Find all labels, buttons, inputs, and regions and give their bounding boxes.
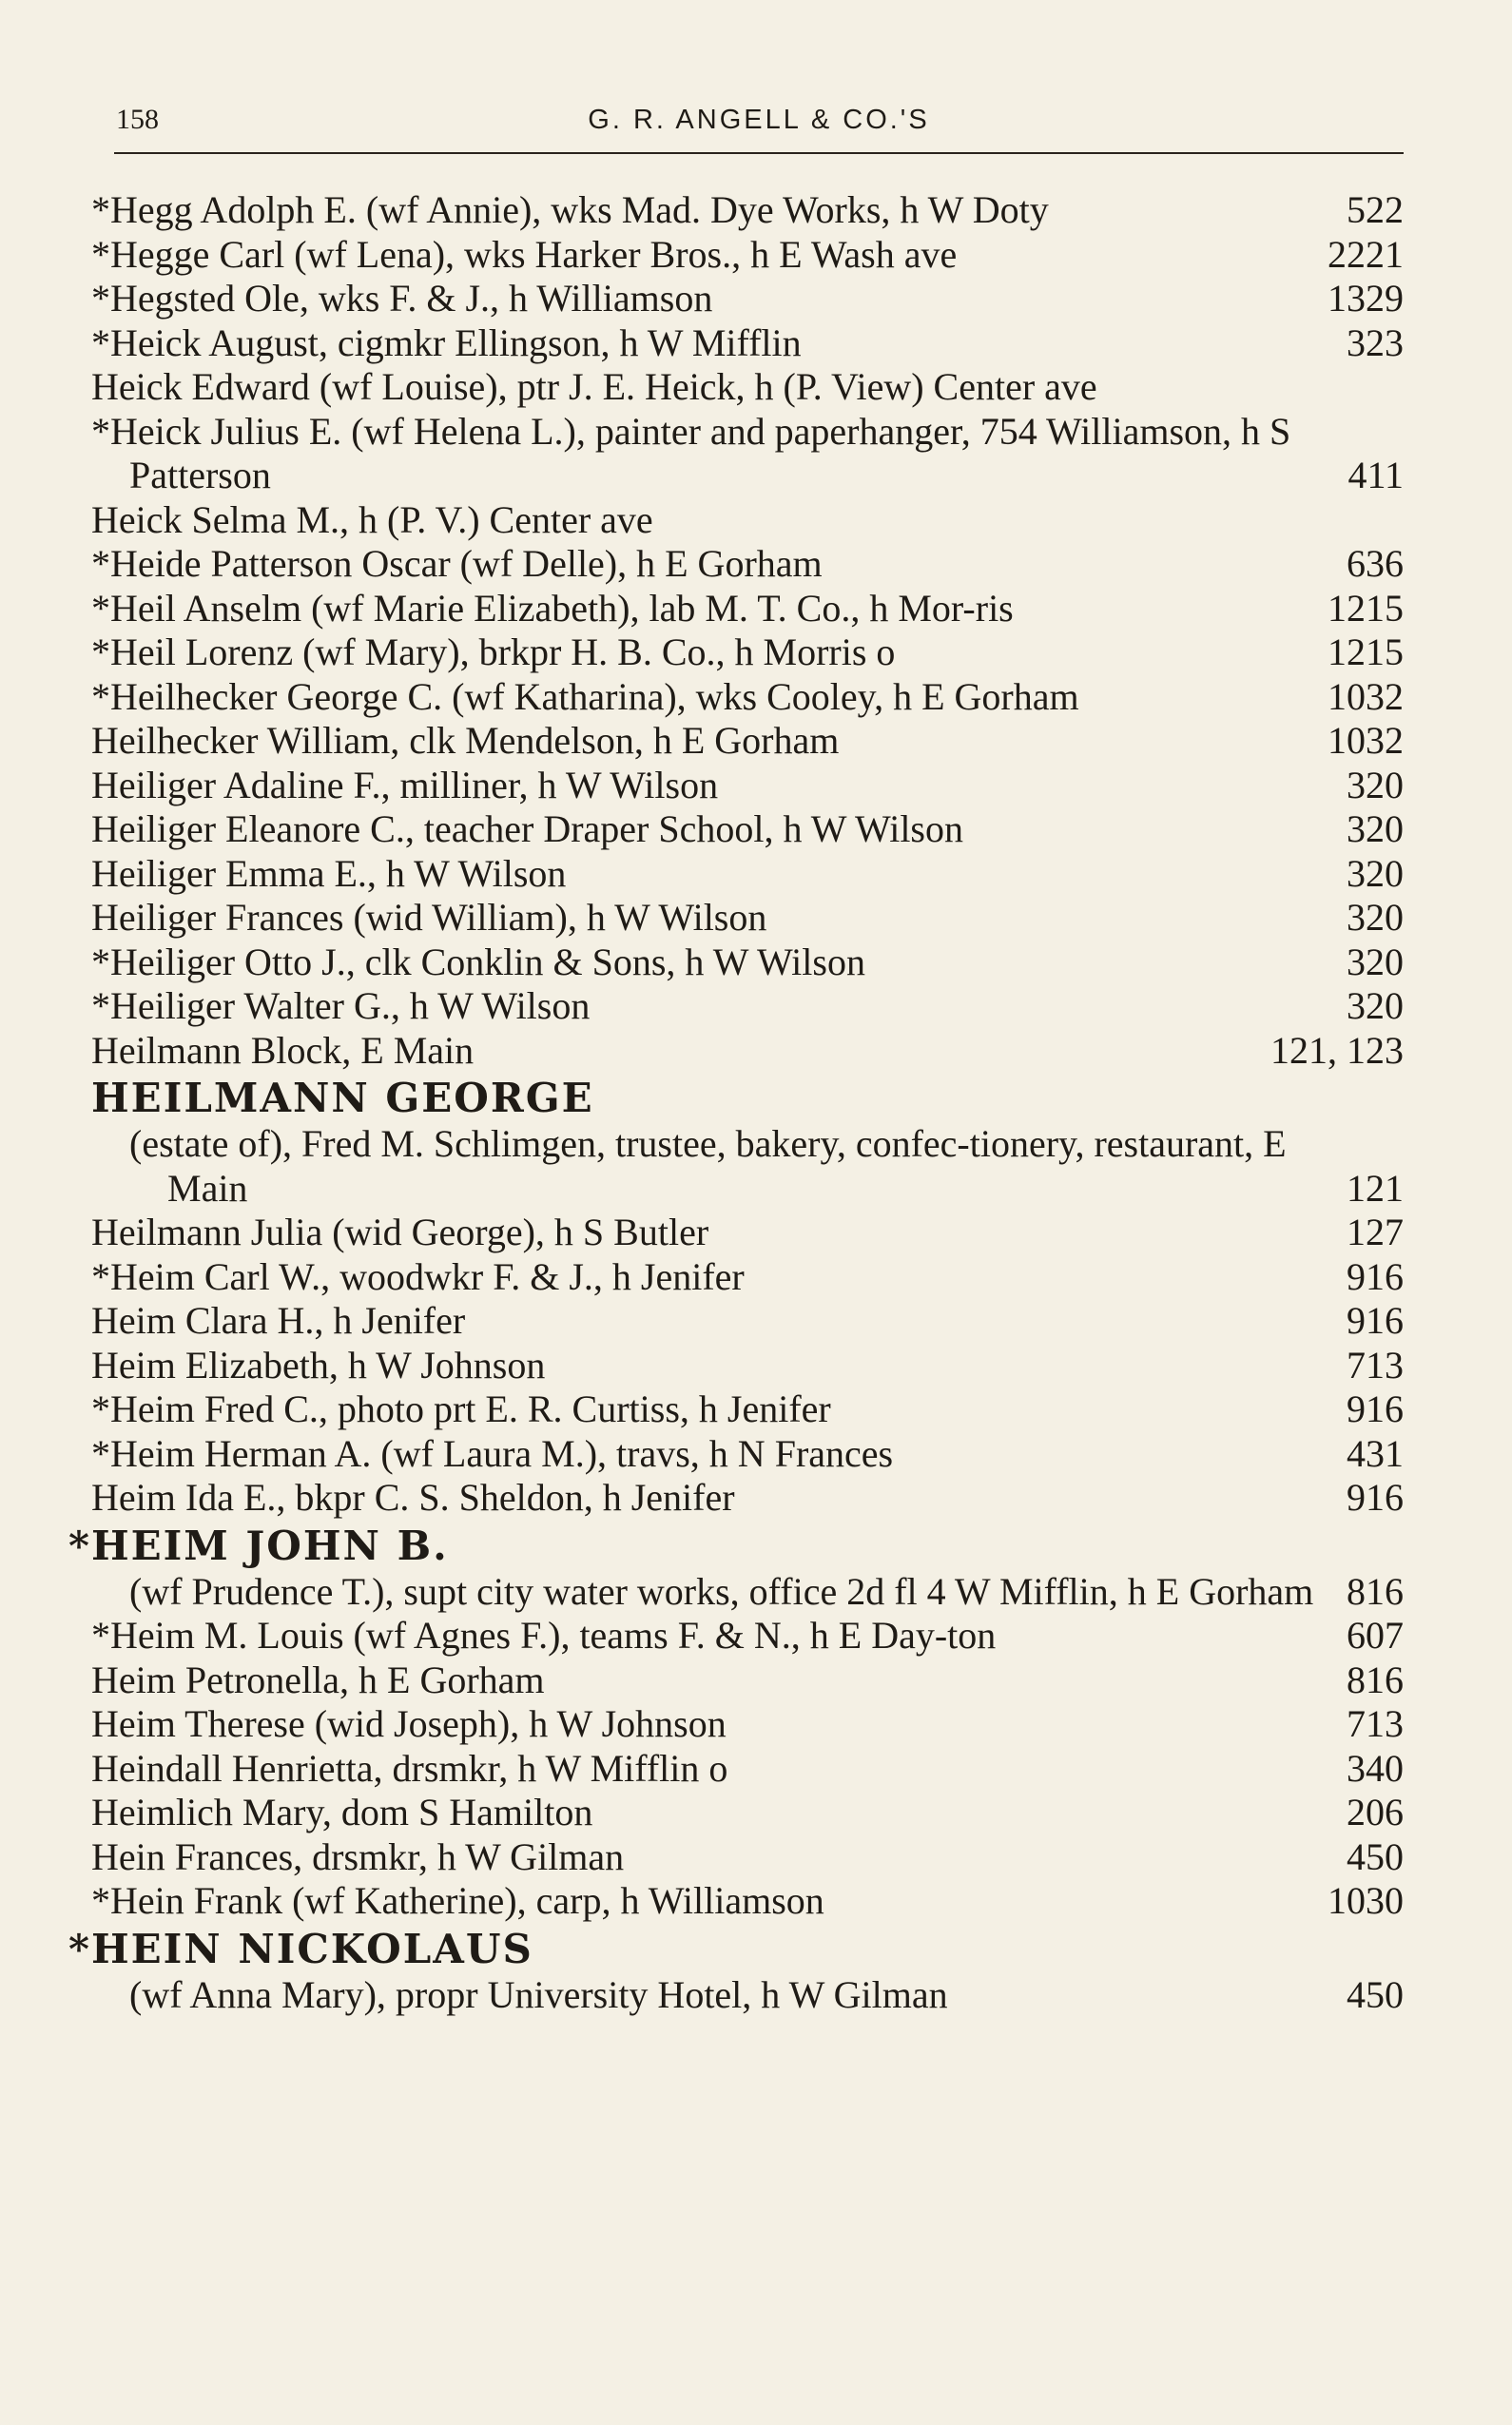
directory-entry xyxy=(76,1879,1404,1924)
directory-entry xyxy=(76,233,1404,278)
entry-number: 320 xyxy=(1347,896,1404,939)
entry-text: Heick Selma M., h (P. V.) Center ave xyxy=(91,497,653,541)
directory-entry xyxy=(91,807,1404,852)
directory-entry xyxy=(91,719,1404,764)
header-rule xyxy=(114,152,1404,154)
entry-text: *Hegg Adolph E. (wf Annie), wks Mad. Dye Works, h W Doty xyxy=(91,188,1049,231)
directory-entry xyxy=(76,941,1404,985)
entry-text: Heick Edward (wf Louise), ptr J. E. Heick, h (P. View) Center ave xyxy=(91,365,1097,408)
entry-text: *Heil Lorenz (wf Mary), brkpr H. B. Co., h Morris o xyxy=(91,630,896,673)
directory-entry xyxy=(91,1835,1404,1880)
entry-number: 1030 xyxy=(1328,1879,1404,1922)
entry-text: *Hegsted Ole, wks F. & J., h Williamson xyxy=(91,277,713,320)
entry-number: 1215 xyxy=(1328,586,1404,630)
entry-number: 206 xyxy=(1347,1791,1404,1833)
entry-number: 607 xyxy=(1347,1614,1404,1657)
entry-text: Heim Clara H., h Jenifer xyxy=(91,1299,466,1342)
entry-number: 916 xyxy=(1347,1387,1404,1430)
entry-heading: *HEIN NICKOLAUS xyxy=(68,1925,533,1972)
directory-entry xyxy=(76,1432,1404,1477)
entry-text: Heim Ida E., bkpr C. S. Sheldon, h Jenifer xyxy=(91,1476,735,1519)
directory-entry xyxy=(91,1029,1404,1074)
entry-heading: *HEIM JOHN B. xyxy=(68,1522,449,1569)
directory-entry xyxy=(91,1344,1404,1388)
entry-number: 431 xyxy=(1347,1431,1404,1475)
entry-number: 916 xyxy=(1347,1254,1404,1298)
directory-entry xyxy=(76,1255,1404,1300)
entry-text: Heilmann Julia (wid George), h S Butler xyxy=(91,1211,709,1253)
directory-entry xyxy=(76,188,1404,233)
directory-entry xyxy=(76,277,1404,321)
entry-text: (wf Prudence T.), supt city water works, office 2d fl 4 W Mifflin, h E Gorham xyxy=(129,1569,1314,1613)
entry-text: *Heim M. Louis (wf Agnes F.), teams F. & N., h E Day-ton xyxy=(91,1614,997,1657)
page-header xyxy=(116,101,1402,148)
directory-entry xyxy=(76,675,1404,720)
entry-number: 916 xyxy=(1347,1299,1404,1342)
entry-text: *Heide Patterson Oscar (wf Delle), h E Gorham xyxy=(91,542,823,585)
directory-entry xyxy=(91,1299,1404,1344)
entry-text: Heim Therese (wid Joseph), h W Johnson xyxy=(91,1702,727,1745)
directory-entry xyxy=(76,410,1404,498)
page-number: 158 xyxy=(116,104,159,135)
directory-entry xyxy=(91,764,1404,808)
entry-number: 916 xyxy=(1347,1476,1404,1519)
directory-entry xyxy=(91,1476,1404,1521)
directory-entry xyxy=(91,1702,1404,1747)
entry-text: *Hein Frank (wf Katherine), carp, h Williamson xyxy=(91,1879,824,1922)
entry-text: *Heick August, cigmkr Ellingson, h W Mifflin xyxy=(91,320,802,364)
directory-entry xyxy=(76,630,1404,675)
entry-number: 713 xyxy=(1347,1702,1404,1745)
entry-number: 1032 xyxy=(1328,719,1404,762)
entry-detail xyxy=(91,1570,1404,1615)
entry-number: 320 xyxy=(1347,807,1404,850)
directory-entry xyxy=(91,896,1404,941)
entry-text: Heilmann Block, E Main xyxy=(91,1028,475,1072)
directory-entry xyxy=(91,852,1404,897)
entry-number: 2221 xyxy=(1328,232,1404,276)
entry-number: 411 xyxy=(1347,454,1404,496)
entry-heading: HEILMANN GEORGE xyxy=(91,1075,594,1121)
entry-number: 1329 xyxy=(1328,277,1404,320)
running-head: G. R. ANGELL & CO.'S xyxy=(588,105,930,135)
entry-number: 121 xyxy=(1347,1166,1404,1210)
directory-entry xyxy=(76,1387,1404,1432)
directory-entry xyxy=(76,1614,1404,1659)
directory-entry xyxy=(76,587,1404,631)
entry-text: Heiliger Frances (wid William), h W Wilson xyxy=(91,896,767,939)
entry-text: *Hegge Carl (wf Lena), wks Harker Bros., h E Wash ave xyxy=(91,232,958,276)
entry-text: Heim Petronella, h E Gorham xyxy=(91,1658,545,1701)
directory-entry xyxy=(91,1211,1404,1255)
entry-text: *Heick Julius E. (wf Helena L.), painter and paperhanger, 754 Williamson, h S Patterson xyxy=(91,409,1301,496)
entry-number: 320 xyxy=(1347,851,1404,895)
entry-number: 340 xyxy=(1347,1746,1404,1790)
entry-text: Hein Frances, drsmkr, h W Gilman xyxy=(91,1834,625,1878)
directory-entry xyxy=(76,984,1404,1029)
entry-text: *Heilhecker George C. (wf Katharina), wks Cooley, h E Gorham xyxy=(91,674,1079,718)
entry-text: *Heiliger Walter G., h W Wilson xyxy=(91,984,591,1027)
entry-number: 320 xyxy=(1347,940,1404,983)
entry-text: *Heil Anselm (wf Marie Elizabeth), lab M. T. Co., h Mor-ris xyxy=(91,586,1014,630)
entry-number: 320 xyxy=(1347,984,1404,1027)
entry-text: (wf Anna Mary), propr University Hotel, h W Gilman xyxy=(129,1972,948,2016)
directory-entry xyxy=(91,498,1404,543)
entry-text: *Heim Carl W., woodwkr F. & J., h Jenifer xyxy=(91,1254,745,1298)
entry-number: 713 xyxy=(1347,1343,1404,1387)
entry-text: Heilhecker William, clk Mendelson, h E Gorham xyxy=(91,719,840,762)
entry-number: 636 xyxy=(1347,542,1404,585)
entry-number: 816 xyxy=(1347,1569,1404,1613)
directory-entry xyxy=(91,1791,1404,1835)
entry-text: Heindall Henrietta, drsmkr, h W Mifflin o xyxy=(91,1746,728,1790)
entry-text: (estate of), Fred M. Schlimgen, trustee, bakery, confec-tionery, restaurant, E Main xyxy=(129,1122,1296,1210)
entry-number: 127 xyxy=(1347,1211,1404,1253)
entry-number: 320 xyxy=(1347,763,1404,806)
directory-entry xyxy=(91,1747,1404,1792)
entry-number: 450 xyxy=(1347,1972,1404,2016)
directory-entry xyxy=(91,1659,1404,1703)
entry-text: *Heim Herman A. (wf Laura M.), travs, h N Frances xyxy=(91,1431,894,1475)
entry-number: 450 xyxy=(1347,1834,1404,1878)
entry-number: 323 xyxy=(1347,320,1404,364)
entry-text: Heiliger Adaline F., milliner, h W Wilson xyxy=(91,763,719,806)
directory-entries xyxy=(68,188,1404,2017)
entry-text: Heiliger Emma E., h W Wilson xyxy=(91,851,567,895)
directory-entry xyxy=(76,321,1404,366)
entry-text: *Heim Fred C., photo prt E. R. Curtiss, h Jenifer xyxy=(91,1387,831,1430)
entry-number: 121, 123 xyxy=(1270,1028,1404,1072)
entry-text: Heimlich Mary, dom S Hamilton xyxy=(91,1791,593,1833)
entry-number: 522 xyxy=(1347,188,1404,231)
entry-number: 816 xyxy=(1347,1658,1404,1701)
directory-entry xyxy=(91,365,1404,410)
entry-detail xyxy=(91,1973,1404,2018)
entry-number: 1032 xyxy=(1328,674,1404,718)
directory-entry xyxy=(76,542,1404,587)
entry-detail xyxy=(91,1122,1404,1211)
entry-text: Heiliger Eleanore C., teacher Draper School, h W Wilson xyxy=(91,807,963,850)
entry-text: Heim Elizabeth, h W Johnson xyxy=(91,1343,546,1387)
entry-number: 1215 xyxy=(1328,630,1404,673)
entry-text: *Heiliger Otto J., clk Conklin & Sons, h W Wilson xyxy=(91,940,865,983)
